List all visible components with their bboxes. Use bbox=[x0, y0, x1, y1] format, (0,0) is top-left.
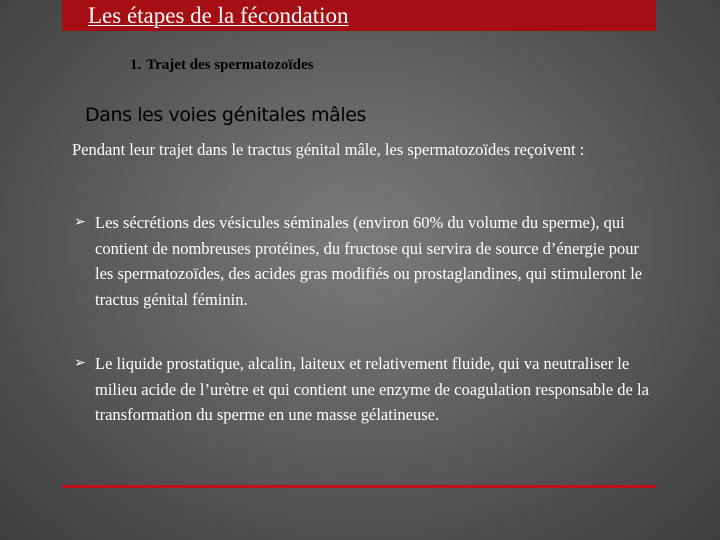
intro-paragraph: Pendant leur trajet dans le tractus génital mâle, les spermatozoïdes reçoivent : bbox=[72, 140, 585, 159]
arrow-bullet-icon: ➢ bbox=[74, 355, 86, 371]
bullet-item-prostate bbox=[74, 351, 654, 428]
bullet-item-vesicules bbox=[74, 210, 654, 312]
arrow-bullet-icon: ➢ bbox=[74, 214, 86, 230]
section-title: Trajet des spermatozoïdes bbox=[146, 57, 314, 73]
section-heading bbox=[130, 56, 313, 74]
section-number: 1. bbox=[130, 57, 142, 73]
bottom-divider bbox=[62, 485, 656, 488]
subtitle: Dans les voies génitales mâles bbox=[85, 104, 367, 126]
bullet-text: Le liquide prostatique, alcalin, laiteux et relativement fluide, qui va neutraliser le milieu acide de l’urètre et qui contient une enzyme de coagulation responsable de la transformation du sperme en une masse gélatineuse. bbox=[95, 354, 649, 424]
bullet-text: Les sécrétions des vésicules séminales (environ 60% du volume du sperme), qui contient de nombreuses protéines, du fructose qui servira de source d’énergie pour les spermatozoïdes, des acides gras modifiés ou prostaglandines, qui stimuleront le tractus génital féminin. bbox=[95, 213, 643, 309]
slide-title: Les étapes de la fécondation bbox=[88, 3, 349, 28]
